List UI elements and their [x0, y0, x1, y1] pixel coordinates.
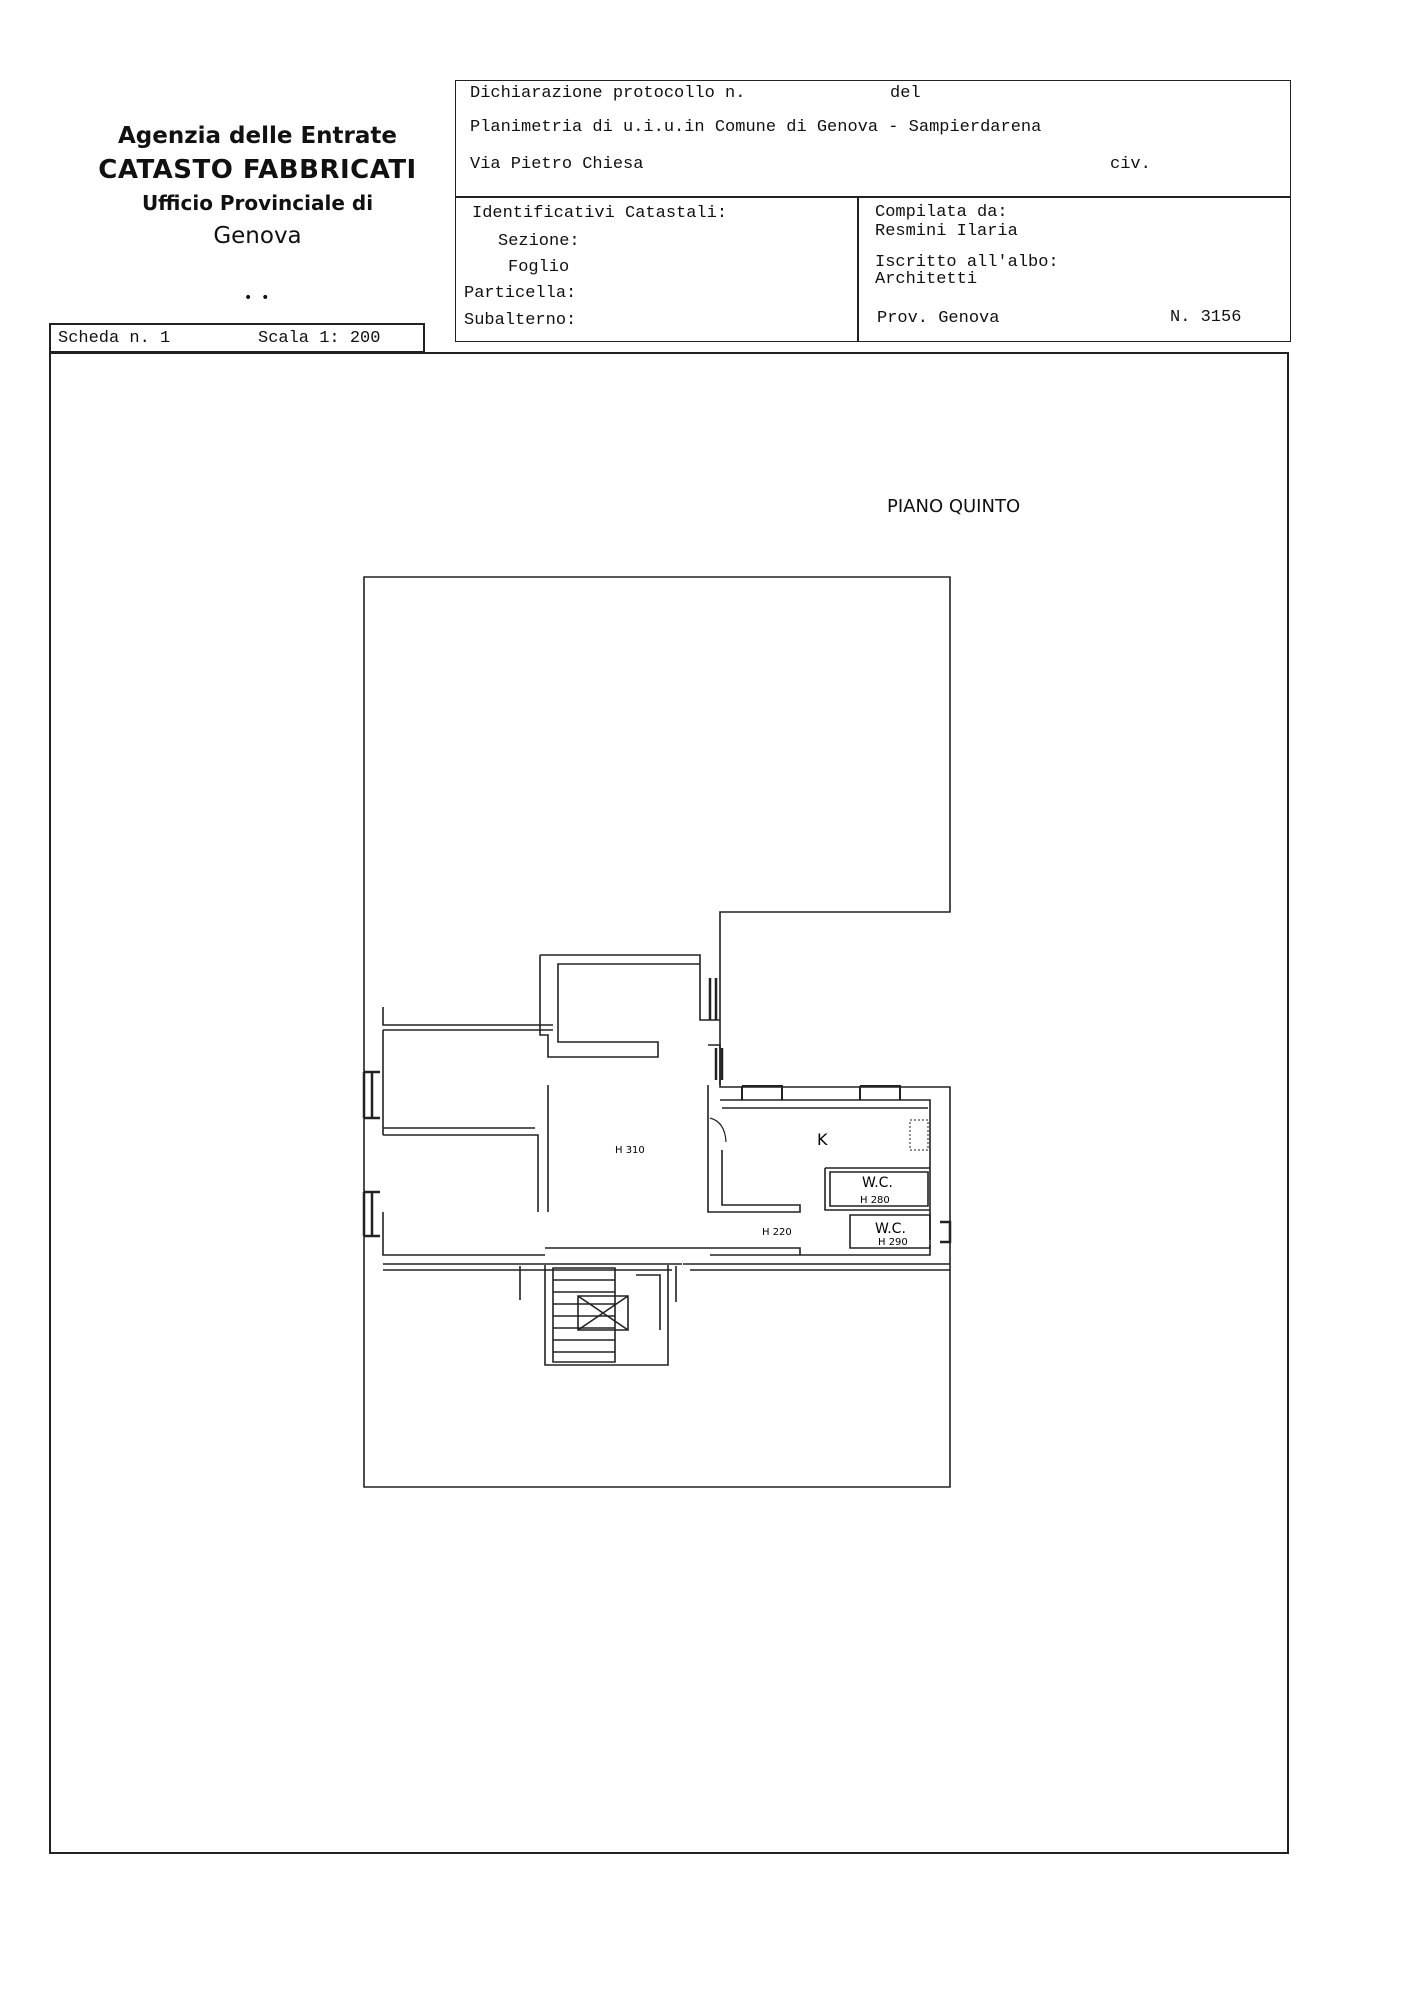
scheda-number: Scheda n. 1	[58, 329, 171, 348]
hall-height: H 220	[762, 1227, 792, 1238]
kitchen-label: K	[817, 1130, 828, 1149]
agency-name: Agenzia delle Entrate	[117, 123, 397, 149]
albo-value: Architetti	[875, 270, 978, 289]
address-line: Via Pietro Chiesa	[470, 155, 644, 174]
del-label: del	[890, 84, 921, 103]
catasto-title: CATASTO FABBRICATI	[98, 155, 417, 185]
planimetria-line: Planimetria di u.i.u.in Comune di Genova - Sampierdarena	[470, 118, 1042, 137]
albo-label: Iscritto all'albo:	[875, 253, 1059, 272]
stamp-marks: • •	[244, 290, 270, 306]
compilata-label: Compilata da:	[875, 203, 1008, 222]
subalterno-label: Subalterno:	[464, 311, 577, 330]
civ-label: civ.	[1110, 155, 1151, 174]
wc2-label: W.C.	[875, 1221, 906, 1237]
office-city: Genova	[213, 223, 302, 249]
protocol-label: Dichiarazione protocollo n.	[470, 84, 746, 103]
particella-label: Particella:	[464, 284, 577, 303]
scheda-scale: Scala 1: 200	[258, 329, 381, 348]
sezione-label: Sezione:	[498, 232, 580, 251]
floor-title: PIANO QUINTO	[887, 496, 1021, 517]
identificativi-title: Identificativi Catastali:	[472, 204, 728, 223]
compilata-name: Resmini Ilaria	[875, 222, 1018, 241]
office-label: Ufficio Provinciale di	[141, 191, 374, 215]
main-room-height: H 310	[615, 1145, 645, 1156]
wc1-height: H 280	[860, 1195, 890, 1206]
wc2-height: H 290	[878, 1237, 908, 1248]
foglio-label: Foglio	[508, 258, 570, 277]
registration-number: N. 3156	[1170, 308, 1242, 327]
wc1-label: W.C.	[862, 1175, 893, 1191]
prov-label: Prov. Genova	[877, 309, 1000, 328]
